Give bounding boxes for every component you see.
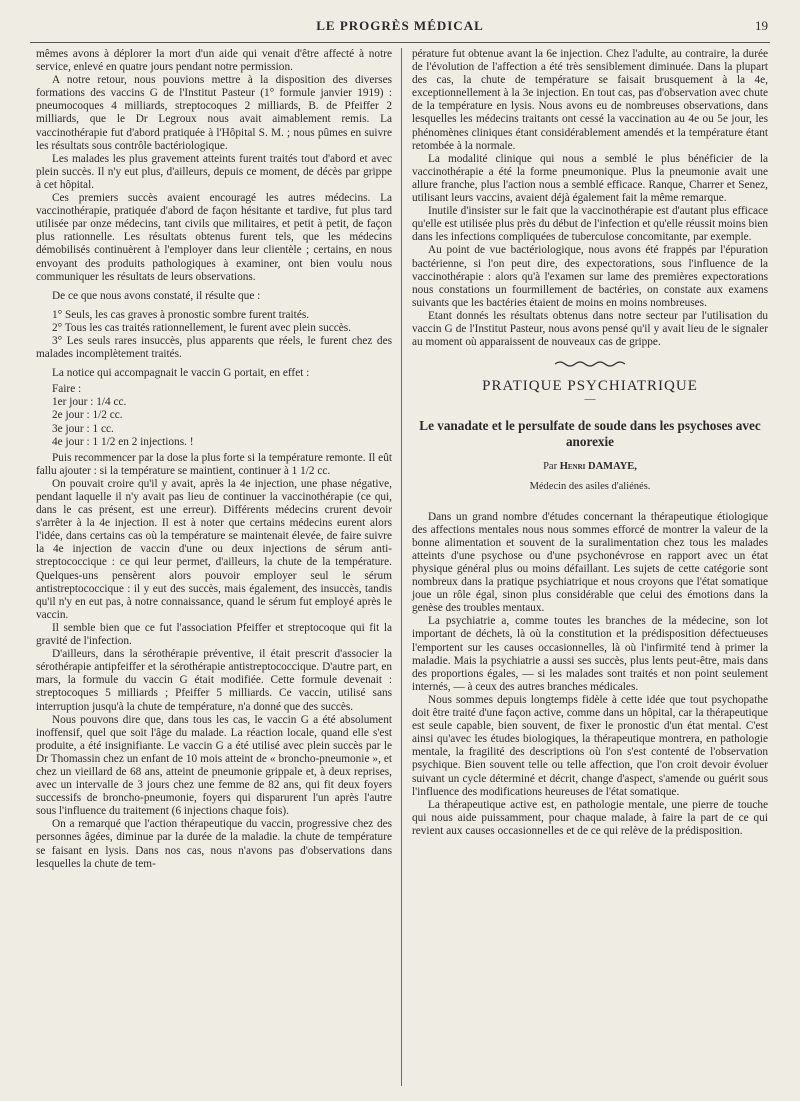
dosage-line: 3e jour : 1 cc.: [52, 422, 114, 435]
paragraph: De ce que nous avons constaté, il résulte que :: [52, 289, 261, 302]
dosage-line: 4e jour : 1 1/2 en 2 injections. !: [52, 435, 194, 448]
list-item: 2° Tous les cas traités rationnellement, le furent avec plein succès.: [52, 321, 352, 334]
paragraph: Etant donnés les résultats obtenus dans notre secteur par l'utilisation du vaccin G de l'Institut Pasteur, nous avons pensé qu'il y avait lieu de le signaler au moment où apparaissent de nouveaux cas de grippe.: [412, 309, 768, 349]
column-divider: [401, 48, 402, 1086]
paragraph: Dans un grand nombre d'études concernant la thérapeutique étiologique des affections mentales nous nous sommes efforcé de montrer la valeur de la bonne alimentation et souvent de la suralimentation chez tous les malades atteints d'une psychose ou d'une psychonévrose en rapport avec un état physique général plus ou moins défaillant. Les sujets de cette catégorie sont nombreux dans la pratique psychiatrique et nous croyons que l'état somatique joue un rôle égal, sinon plus considérable que celui des émotions dans la genèse des troubles mentaux.: [412, 510, 768, 615]
section-dash: —: [584, 393, 596, 406]
paragraph: Les malades les plus gravement atteints furent traités tout d'abord et avec plein succès. Il n'y eut plus, d'ailleurs, depuis ce moment, de décès par grippe à cet hôpital.: [36, 152, 392, 191]
paragraph: mêmes avons à déplorer la mort d'un aide qui venait d'être affecté à notre service, enlevé en quatre jours pendant notre permission.: [36, 48, 392, 74]
dosage-list: [36, 383, 392, 448]
paragraph: On pouvait croire qu'il y avait, après la 4e injection, une phase négative, pendant laquelle il n'y avait pas lieu de continuer la vaccinothérapie (ce qui, dans le cas présent, est une erreur). Différents médecins crurent devoir s'arrêter à la 4e injection. Il est à noter que certains médecins eurent alors l'idée, dans certains cas où la température se maintenait élevée, de faire suivre la 4e injection de vaccin d'une ou deux injections de sérum anti-streptococcique : ce qui leur permet, d'ailleurs, la chute de la température. Quelques-uns pensèrent alors pouvoir employer seul le sérum antistreptococcique : il y eut des succès, mais également, des insuccès, tandis qu'il n'y en eut pas, à notre connaissance, quand le sérum fut employé après le vaccin.: [36, 477, 392, 621]
byline-prefix: Par: [543, 461, 558, 473]
page-header: [30, 14, 770, 43]
paragraph: Inutile d'insister sur le fait que la vaccinothérapie est d'autant plus efficace qu'elle est utilisée plus près du début de l'infection et qu'elle réussit moins bien dans les infections compliquées de tuberculose concomitante, par exemple.: [412, 205, 768, 244]
paragraph: La modalité clinique qui nous a semblé le plus bénéficier de la vaccinothérapie a été la forme pneumonique. Plus la pneumonie avait une allure franche, plus l'action nous a semblé efficace. Ranque, Charrer et Senez, utilisant leurs vaccins, avaient déjà également fait la même remarque.: [412, 152, 768, 205]
list-item: 1° Seuls, les cas graves à pronostic sombre furent traités.: [52, 308, 310, 321]
page-number: 19: [755, 18, 768, 33]
paragraph: Il semble bien que ce fut l'association Pfeiffer et streptocoque qui fit la gravité de l'infection.: [36, 621, 392, 648]
paragraph: La thérapeutique active est, en pathologie mentale, une pierre de touche qui nous aide puissamment, pour chaque malade, à faire la part de ce qui revient aux causes occasionnelles et de ce qui relève de la prédisposition.: [412, 798, 768, 837]
article-title: Le vanadate et le persulfate de soude dans les psychoses avec anorexie: [419, 418, 761, 450]
paragraph: Nous pouvons dire que, dans tous les cas, le vaccin G a été absolument inoffensif, quel que soit l'âge du malade. La réaction locale, quand elle s'est produite, a été insignifiante. Le vaccin G a été utilisé avec plein succès par le Dr Thomassin chez un enfant de 10 mois atteint de « broncho-pneumonie », et chez un vieillard de 68 ans, atteint de pneumonie grippale et, à deux reprises, avec un intervalle de 3 jours chez une femme de 82 ans, qui fit deux foyers successifs de broncho-pneumonie, foyers qui disparurent l'un après l'autre sous l'influence du traitement (6 injections chaque fois).: [36, 713, 392, 818]
dosage-line: 1er jour : 1/4 cc.: [52, 396, 127, 409]
paragraph: A notre retour, nous pouvions mettre à la disposition des diverses formations des vaccins G de l'Institut Pasteur (1° formule janvier 1919) : pneumocoques 4 milliards, streptocoques 2 milliards, B. de Pfeiffer 2 milliards, que le Dr Legroux nous avait aimablement remis. La vaccinothérapie fut d'abord pratiquée à l'Hôpital S. M. ; nous pûmes en suivre les résultats sous contrôle bactériologique.: [36, 74, 392, 152]
paragraph: Au point de vue bactériologique, nous avons été frappés par l'épuration bactérienne, si l'on peut dire, des expectorations, sous l'influence de la vaccinothérapie : alors qu'à l'examen sur lame des premières expectorations nous constations un fourmillement de bactéries, on constate aux examens suivants que les bactéries étaient de moins en moins nombreuses.: [412, 244, 768, 309]
list-item: 3° Les seuls rares insuccès, plus apparents que réels, le furent chez des malades incomplètement traités.: [36, 334, 392, 361]
dosage-line: Faire :: [52, 383, 82, 396]
byline: [412, 460, 768, 473]
paragraph: La psychiatrie a, comme toutes les branches de la médecine, son lot important de déchets, là où la constitution et la prédisposition défectueuses l'emportent sur les causes occasionnelles, là où l'infirmité tend à primer la maladie. Mais la psychiatrie a aussi ses succès, plus lents peut-être, mais dans des proportions égales, — si les malades sont traités et non point seulement internés, — à ceux des autres branches médicales.: [412, 615, 768, 693]
paragraph: On a remarqué que l'action thérapeutique du vaccin, progressive chez des personnes âgées, diminue par la durée de la maladie. la chute de température se faisant en lysis. Dans nos cas, nous n'avons pas d'observations dans lesquelles la chute de tem-: [36, 818, 392, 870]
paragraph: Ces premiers succès avaient encouragé les autres médecins. La vaccinothérapie, pratiquée d'abord de façon hésitante et tardive, fut plus tard utilisée par onze médecins, tant civils que militaires, et petit à petit, de façon plus rationnelle. Les résultats obtenus furent tels, que les médecins démobilisés continuèrent à l'employer dans leur clientèle ; certains, en nous envoyant des produits pathologiques à examiner, ont bien voulu nous communiquer les résultats de leurs observations.: [36, 192, 392, 283]
left-column: [36, 48, 392, 871]
journal-title: LE PROGRÈS MÉDICAL: [316, 18, 484, 33]
paragraph: Nous sommes depuis longtemps fidèle à cette idée que tout psychopathe doit être traité d'une façon active, comme dans un hôpital, car la thérapeutique est seule capable, bien souvent, de fixer le pronostic d'un état mental. C'est ainsi qu'avec les études biologiques, la thérapeutique montrera, en pathologie mentale, la fragilité des descriptions où l'on s'est contenté de l'observation psychique. Bien souvent telle ou telle affection, que l'on croit devoir évoluer suivant un cycle déterminé et décrit, change d'aspect, s'amende ou guérit sous l'influence des modifications heureuses de l'état somatique.: [412, 693, 768, 798]
paragraph: Puis recommencer par la dose la plus forte si la température remonte. Il eût fallu ajouter : si la température se maintient, continuer à 1 1/2 cc.: [36, 451, 392, 477]
author-name: Henri DAMAYE,: [559, 461, 637, 473]
author-affiliation: Médecin des asiles d'aliénés.: [529, 480, 651, 492]
paragraph: pérature fut obtenue avant la 6e injection. Chez l'adulte, au contraire, la durée de l'évolution de l'affection a été très sensiblement diminuée. Dans la plupart des cas, la chute de température se faisait brusquement à la 4e, exceptionnellement à la 3e injection. En tout cas, pas d'observation avec chute de la température en lysis. Nous avons eu de nombreuses observations, dans lesquelles les médecins traitants ont cessé la vaccination au 4e ou 5e jour, les phénomènes cliniques étant considérablement amendés et la température étant retombée à la normale.: [412, 48, 768, 152]
section-heading: PRATIQUE PSYCHIATRIQUE: [482, 378, 698, 395]
ornament-divider: [412, 357, 768, 370]
dosage-line: 2e jour : 1/2 cc.: [52, 409, 123, 422]
right-column: [412, 48, 768, 838]
paragraph: La notice qui accompagnait le vaccin G portait, en effet :: [52, 367, 310, 380]
paragraph: D'ailleurs, dans la sérothérapie préventive, il était prescrit d'associer la sérothérapie antipfeiffer et la sérothérapie antistreptococcique. D'autre part, en mars, la formule du vaccin G était modifiée. Cette formule devenait : streptocoques 5 milliards ; Pfeiffer 5 milliards. Ce vaccin, utilisé sans interruption jusqu'à la chute de température, n'a donné que des succès.: [36, 648, 392, 713]
